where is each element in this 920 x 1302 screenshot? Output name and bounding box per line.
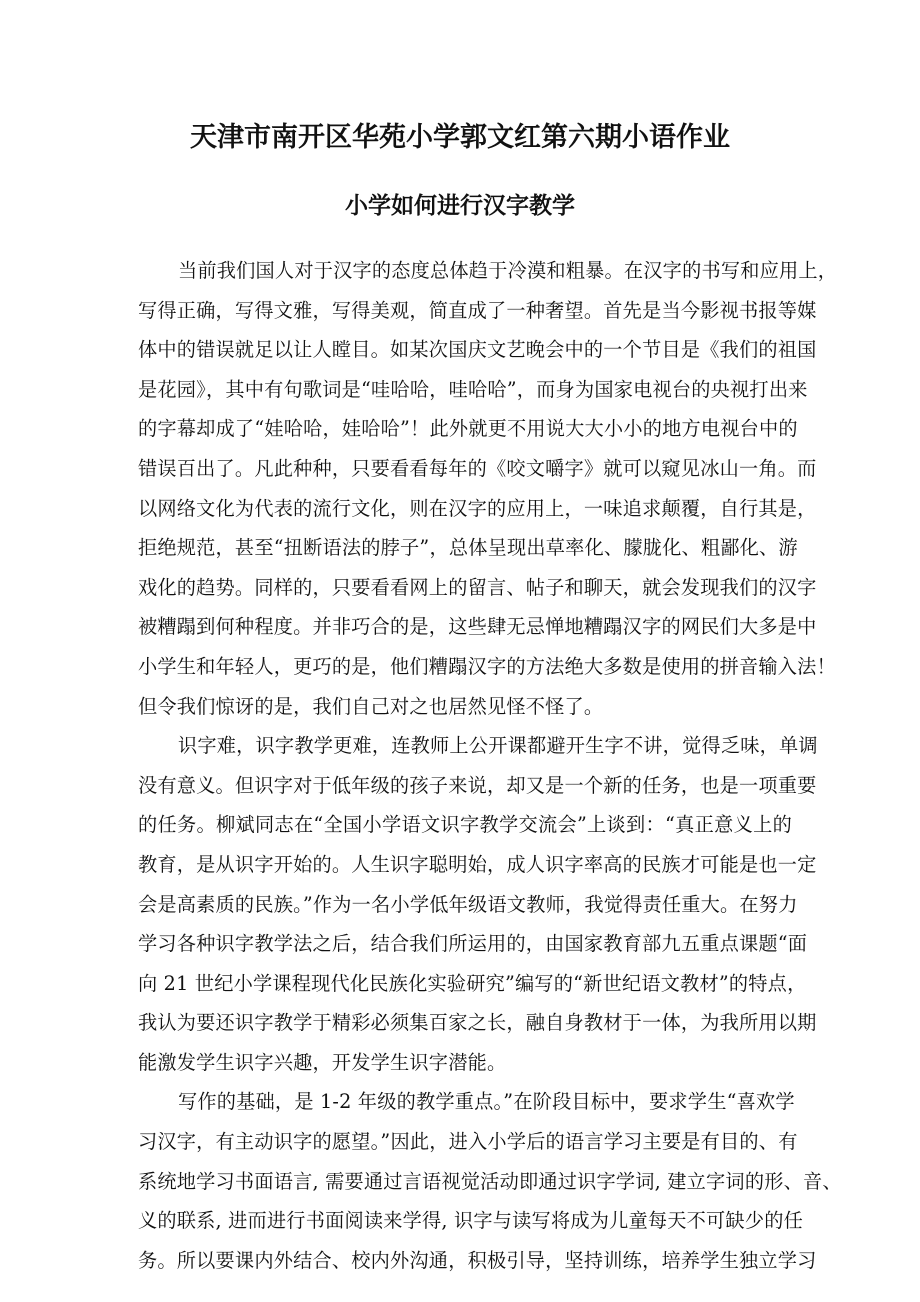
document-title: 天津市南开区华苑小学郭文红第六期小语作业 [190,122,730,153]
text-line: 当前我们国人对于汉字的态度总体趋于冷漠和粗暴。在汉字的书写和应用上， [178,259,838,282]
paragraph-2 [138,726,818,1082]
text-line: 拒绝规范，甚至“扭断语法的脖子”，总体呈现出草率化、朦胧化、粗鄙化、游 [138,536,798,560]
text-line: 戏化的趋势。同样的，只要看看网上的留言、帖子和聊天，就会发现我们的汉字 [138,575,817,599]
text-line: 错误百出了。凡此种种，只要看看每年的《咬文嚼字》就可以窥见冰山一角。而 [138,456,817,480]
paragraph-3 [138,1082,842,1280]
text-line: 学习各种识字教学法之后，结合我们所运用的，由国家教育部九五重点课题“面 [138,932,808,956]
text-line: 是花园》，其中有句歌词是“哇哈哈，哇哈哈”，而身为国家电视台的央视打出来 [138,377,808,401]
paragraph-1 [138,251,838,726]
text-line: 但令我们惊讶的是，我们自己对之也居然见怪不怪了。 [138,694,604,718]
text-line: 体中的错误就足以让人瞠目。如某次国庆文艺晚会中的一个节目是《我们的祖国 [138,338,817,362]
text-line: 没有意义。但识字对于低年级的孩子来说，却又是一个新的任务，也是一项重要 [138,773,817,797]
text-line: 的任务。柳斌同志在“全国小学语文识字教学交流会”上谈到：“真正意义上的 [138,813,792,837]
text-line: 写得正确，写得文雅，写得美观，简直成了一种奢望。首先是当今影视书报等媒 [138,298,817,322]
text-line: 写作的基础，是 1-2 年级的教学重点。”在阶段目标中，要求学生“喜欢学 [178,1090,795,1114]
text-line: 会是高素质的民族。”作为一名小学低年级语文教师，我觉得责任重大。在努力 [138,892,798,916]
text-line: 教育，是从识字开始的。人生识字聪明始，成人识字率高的民族才可能是也一定 [138,852,817,876]
text-line: 识字难，识字教学更难，连教师上公开课都避开生字不讲，觉得乏味，单调 [178,734,818,758]
text-line: 习汉字，有主动识字的愿望。”因此，进入小学后的语言学习主要是有目的、有 [138,1130,798,1154]
text-line: 小学生和年轻人，更巧的是，他们糟蹋汉字的方法绝大多数是使用的拼音输入法！ [138,654,836,678]
text-line: 向 21 世纪小学课程现代化民族化实验研究”编写的“新世纪语文教材”的特点， [138,971,807,995]
text-line: 系统地学习书面语言, 需要通过言语视觉活动即通过识字学词, 建立字词的形、音、 [138,1169,842,1193]
text-line: 被糟蹋到何种程度。并非巧合的是，这些肆无忌惮地糟蹋汉字的网民们大多是中 [138,615,817,639]
text-line: 的字幕却成了“娃哈哈，娃哈哈”！此外就更不用说大大小小的地方电视台中的 [138,417,798,441]
text-line: 能激发学生识字兴趣，开发学生识字潜能。 [138,1050,507,1074]
text-line: 务。所以要课内外结合、校内外沟通，积极引导，坚持训练，培养学生独立学习 [138,1248,817,1272]
text-line: 我认为要还识字教学于精彩必须集百家之长，融自身教材于一体，为我所用以期 [138,1011,817,1035]
text-line: 义的联系, 进而进行书面阅读来学得, 识字与读写将成为儿童每天不可缺少的任 [138,1209,803,1233]
text-line: 以网络文化为代表的流行文化，则在汉字的应用上，一味追求颠覆，自行其是， [138,496,817,520]
document-body [138,251,842,1280]
document-subtitle: 小学如何进行汉字教学 [345,193,575,219]
